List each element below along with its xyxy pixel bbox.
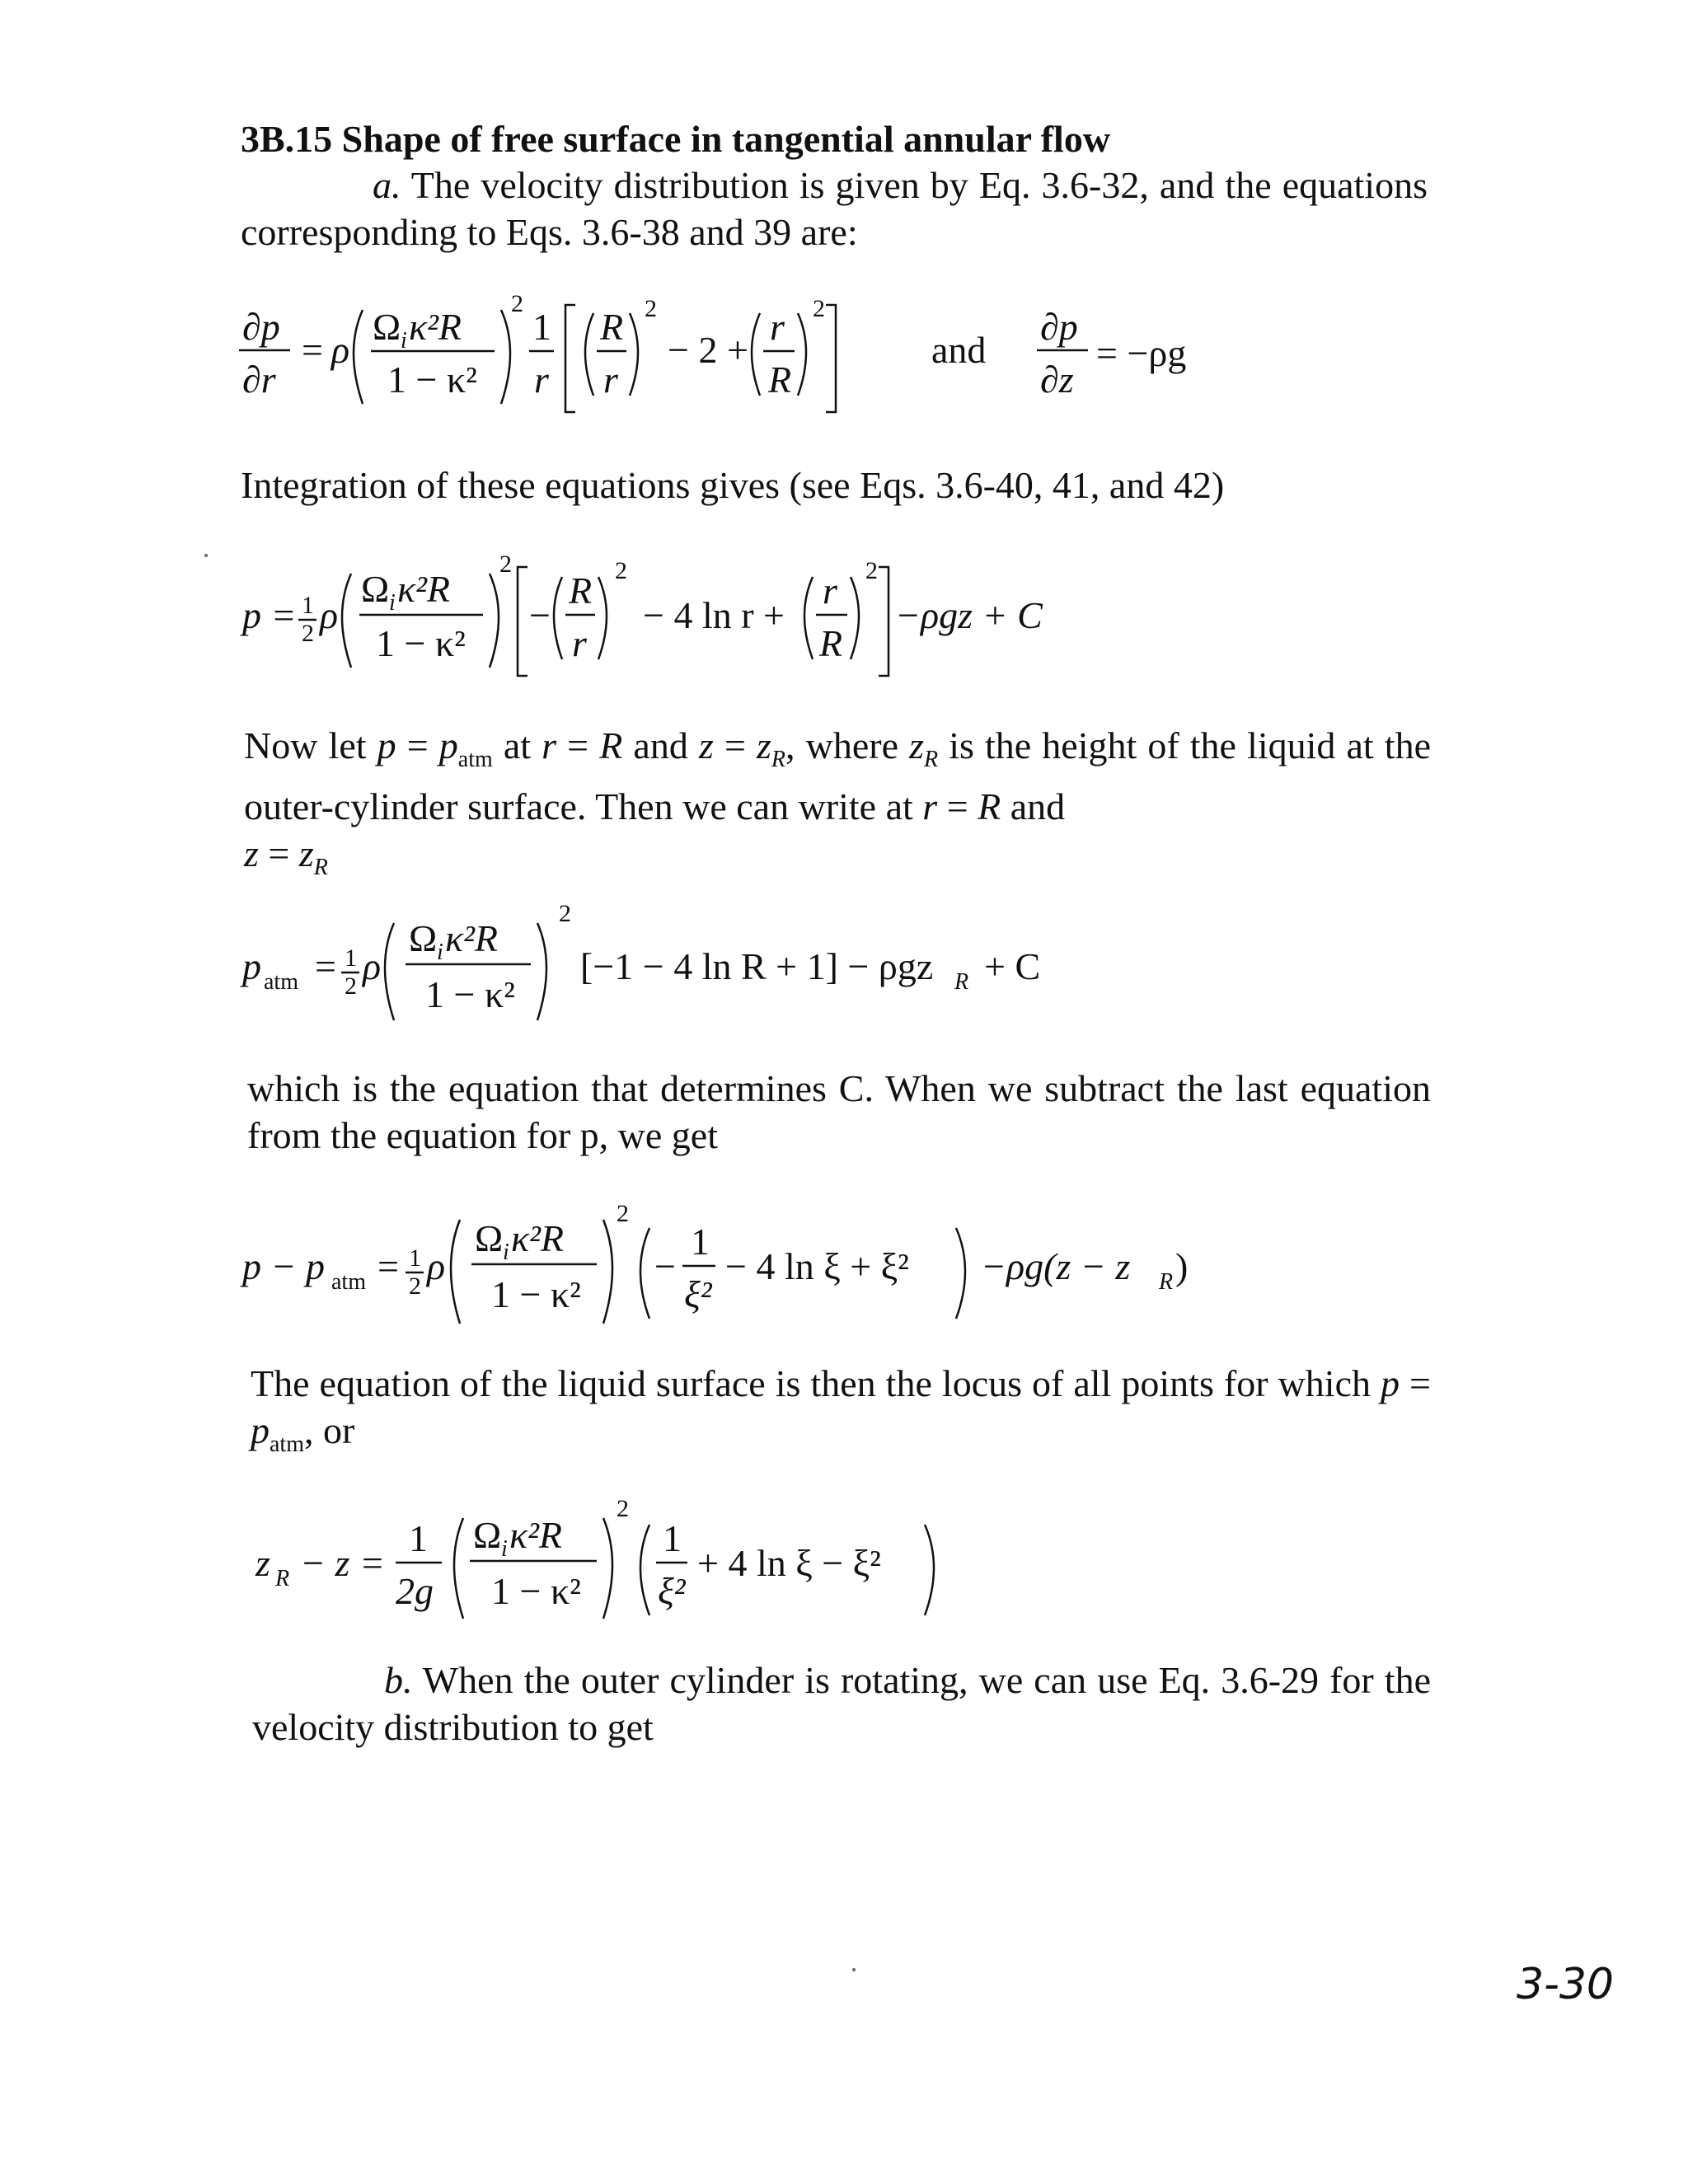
exponent-2d: 2 (499, 551, 512, 578)
omega-symbol-4: Ω (475, 1217, 504, 1259)
exponent-2: 2 (511, 290, 523, 317)
one-numerator-2: 1 (691, 1221, 710, 1263)
omega-subscript: i (401, 328, 407, 354)
locus-paragraph: The equation of the liquid surface is then the locus of all points for which $p = p_{atm}$, or (251, 1362, 1431, 1458)
minus-4-ln-xi: − 4 ln ξ + ξ² (725, 1245, 909, 1287)
determine-C-paragraph (247, 1065, 1431, 1159)
equation-dp-dr (239, 290, 1228, 438)
and-text-2: and (1001, 785, 1066, 828)
atm-subscript-2: atm (331, 1269, 366, 1295)
part-a-text: The velocity distribution is given by Eq. 3.6-32, and the equations corresponding to Eqs. 3.6-38 and 39 are: (241, 164, 1428, 253)
half-den-3: 2 (409, 1272, 421, 1300)
minus-rho-g-z: −ρg(z − z (981, 1245, 1131, 1287)
p-equals: p = (242, 594, 297, 636)
R-subscript-tail: R (1159, 1269, 1174, 1295)
one-numerator-3: 1 (663, 1517, 682, 1559)
half-num-3: 1 (409, 1244, 421, 1272)
integration-text: Integration of these equations gives (see Eqs. 3.6-40, 41, and 42) (241, 464, 1225, 506)
two-g-denominator: 2g (396, 1570, 434, 1612)
half-den: 2 (302, 620, 314, 647)
problem-heading: 3B.15 Shape of free surface in tangential annular flow (241, 118, 1111, 160)
bracket-expression: [−1 − 4 ln R + 1] − ρgz (580, 945, 934, 987)
xi-squared-denominator: ξ² (684, 1273, 712, 1315)
scan-speck (204, 554, 208, 557)
one-minus-kappa: 1 − κ² (387, 359, 477, 401)
part-b-text: When the outer cylinder is rotating, we can use Eq. 3.6-29 for the velocity distribution to get (252, 1659, 1431, 1748)
kappa-R-numerator-4: κ²R (511, 1217, 564, 1259)
svg-text:=: = (302, 329, 323, 371)
at-text: at (492, 724, 542, 766)
exponent-2e: 2 (615, 557, 627, 584)
half-num-2: 1 (345, 944, 357, 972)
dp-numerator: ∂p (242, 306, 280, 348)
svg-text:=: = (377, 1245, 399, 1287)
part-a-label: a. (373, 164, 401, 206)
omega-subscript-3: i (437, 940, 443, 965)
equation-surface (247, 1495, 989, 1641)
part-b-paragraph (252, 1657, 1431, 1750)
rho-symbol: ρ (331, 329, 350, 371)
equation-patm (239, 900, 1063, 1039)
or-text: , or (304, 1409, 355, 1451)
omega-symbol-3: Ω (409, 917, 438, 959)
and-text: and (622, 724, 699, 766)
minus-z-equals: − z = (300, 1542, 385, 1584)
exponent-2f: 2 (865, 557, 878, 584)
equation-1-svg (239, 290, 1228, 429)
one-minus-kappa-2: 1 − κ² (376, 622, 466, 664)
r-denominator-3: r (572, 622, 587, 664)
minus-rho-g-z-plus-C: −ρgz + C (895, 594, 1043, 636)
R-numerator-2: R (569, 569, 593, 612)
r-denominator-2: r (603, 359, 618, 401)
equation-p (239, 552, 1146, 693)
which-text: which is the equation that determines C. When we subtract the last equation from the equation for p, we get (247, 1067, 1431, 1156)
exponent-2b: 2 (645, 295, 657, 322)
R-subscript: R (275, 1566, 290, 1591)
omega-symbol: Ω (373, 306, 401, 348)
half-den-2: 2 (345, 972, 357, 1000)
r-numerator: r (770, 306, 785, 348)
exponent-2c: 2 (813, 295, 825, 322)
one-minus-kappa-5: 1 − κ² (491, 1570, 581, 1612)
r-denominator: r (534, 359, 549, 401)
z-symbol: z (256, 1542, 270, 1584)
equation-5-svg (247, 1495, 989, 1632)
one-numerator: 1 (532, 306, 551, 348)
atm-subscript: atm (264, 969, 298, 995)
page-number: 3-30 (1517, 1960, 1615, 2009)
boundary-condition-paragraph: Now let $p = p_{atm}$ at r = R and $z = z_R$, where $z_R$ is the height of the liquid at the outer-cylinder surface. Then we can write at r = R and $z = z_R$ (244, 724, 1432, 881)
plus-4-ln-xi: + 4 ln ξ − ξ² (697, 1542, 881, 1584)
equation-4-svg (239, 1200, 1189, 1335)
rho-symbol-3: ρ (363, 945, 382, 987)
scan-speck (852, 1968, 856, 1971)
rho-symbol-2: ρ (320, 594, 339, 636)
equation-2-svg (239, 552, 1146, 684)
kappa-R-numerator-5: κ²R (509, 1514, 562, 1556)
minus-rho-g: = −ρg (1096, 332, 1187, 374)
minus-4-ln-r: − 4 ln r + (643, 594, 785, 636)
R-numerator: R (600, 306, 624, 348)
R-denominator: R (768, 359, 792, 401)
exponent-2g: 2 (559, 900, 571, 927)
dp-numerator-2: ∂p (1040, 306, 1078, 348)
part-a-paragraph (241, 162, 1428, 255)
omega-symbol-5: Ω (473, 1514, 502, 1556)
omega-subscript-2: i (389, 590, 396, 616)
r-numerator-2: r (823, 569, 837, 612)
one-minus-kappa-4: 1 − κ² (491, 1273, 581, 1315)
svg-text:): ) (1175, 1245, 1189, 1287)
part-b-label: b. (384, 1659, 413, 1701)
minus-two-plus: − 2 + (668, 329, 748, 371)
p-minus-p: p − p (242, 1245, 326, 1287)
exponent-2h: 2 (617, 1200, 629, 1227)
half-num: 1 (302, 592, 314, 619)
xi-squared-denominator-2: ξ² (658, 1570, 686, 1612)
svg-text:−: − (654, 1245, 676, 1287)
dz-denominator: ∂z (1040, 359, 1074, 401)
R-denominator-2: R (819, 622, 843, 664)
zR-subscript: R (954, 969, 969, 995)
rho-symbol-4: ρ (427, 1245, 446, 1287)
dr-denominator: ∂r (242, 359, 276, 401)
omega-symbol-2: Ω (361, 568, 390, 610)
and-word: and (931, 329, 987, 371)
equation-p-minus-patm (239, 1200, 1189, 1344)
plus-C: + C (984, 945, 1041, 987)
height-text: is the height of the liquid at the outer-cylinder surface. Then we can write at (244, 724, 1432, 828)
equation-3-svg (239, 900, 1063, 1030)
now-let-text: Now let (244, 724, 377, 766)
omega-subscript-5: i (501, 1536, 508, 1562)
locus-text: The equation of the liquid surface is then the locus of all points for which (251, 1362, 1381, 1404)
exponent-2i: 2 (617, 1495, 629, 1522)
where-text: , where (785, 724, 910, 766)
kappa-R-numerator-2: κ²R (397, 568, 450, 610)
kappa-R-numerator: κ²R (409, 306, 462, 348)
p-symbol: p (242, 945, 261, 987)
one-minus-kappa-3: 1 − κ² (425, 973, 515, 1015)
svg-text:−: − (529, 594, 551, 636)
kappa-R-numerator-3: κ²R (445, 917, 498, 959)
svg-text:=: = (315, 945, 336, 987)
omega-subscript-4: i (503, 1240, 509, 1265)
one-over-numerator: 1 (409, 1517, 428, 1559)
